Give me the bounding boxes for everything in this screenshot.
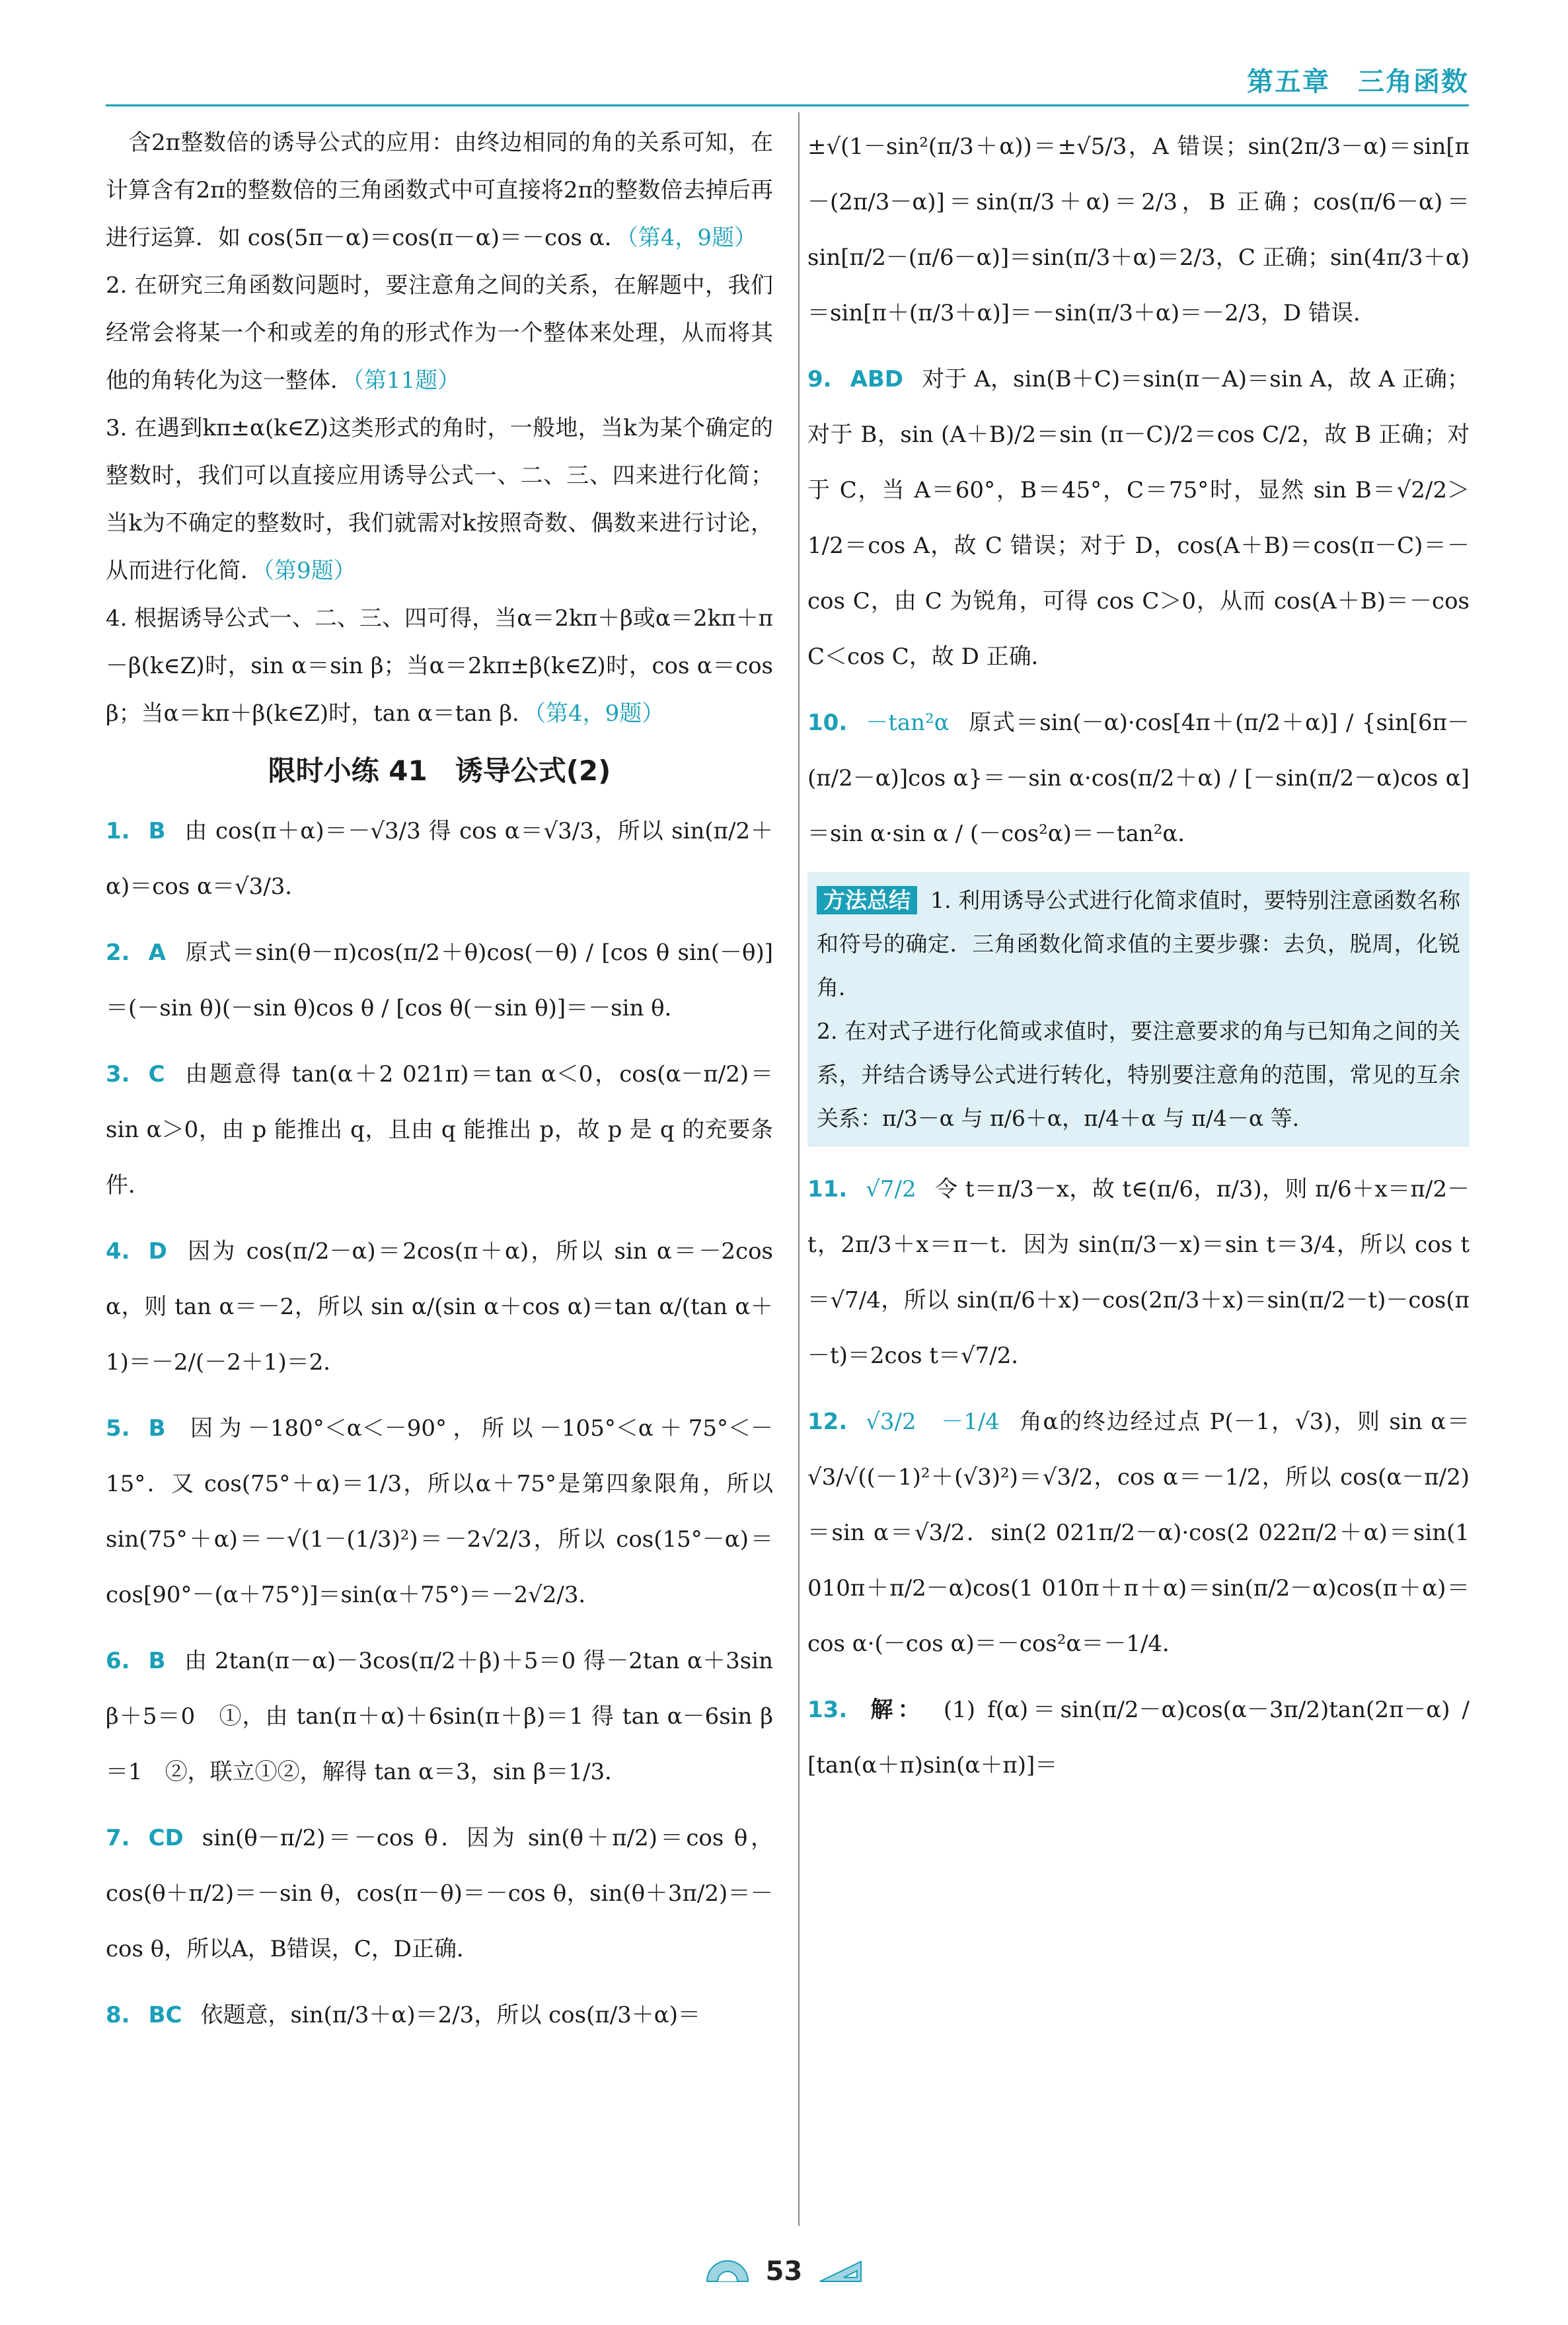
answer-12: 12. √3/2 －1/4 角α的终边经过点 P(－1，√3)，则 sin α＝√3/√((－1)²＋(√3)²)＝√3/2，cos α＝－1/2，所以 cos(α－π/2)＝sin α＝√3/2．sin(2 021π/2－α)·cos(2 022π/2＋α)＝sin(1 010π＋π/2－α)cos(1 010π＋π＋α)＝sin(π/2－α)cos(π＋α)＝cos α·(－cos α)＝－cos²α＝－1/4．	[807, 1409, 1470, 1657]
summary-tag: 方法总结	[817, 886, 917, 914]
right-column	[807, 119, 1470, 2219]
intro-paragraph-4: 4. 根据诱导公式一、二、三、四可得，当α＝2kπ＋β或α＝2kπ＋π－β(k∈Z)时，sin α＝sin β；当α＝2kπ±β(k∈Z)时，cos α＝cos β；当α＝kπ＋β(k∈Z)时，tan α＝tan β．（第4，9题）	[106, 605, 773, 727]
summary-item-2: 2. 在对式子进行化简或求值时，要注意要求的角与已知角之间的关系，并结合诱导公式进行转化，特别要注意角的范围，常见的互余关系：π/3－α 与 π/6＋α，π/4＋α 与 π/4－α 等．	[817, 1018, 1460, 1131]
answer-9: 9. ABD 对于 A，sin(B＋C)＝sin(π－A)＝sin A，故 A 正确；对于 B，sin (A＋B)/2＝sin (π－C)/2＝cos C/2，故 B 正确；对于 C，当 A＝60°，B＝45°，C＝75°时，显然 sin B＝√2/2＞1/2＝cos A，故 C 错误；对于 D，cos(A＋B)＝cos(π－C)＝－cos C，由 C 为锐角，可得 cos C＞0，从而 cos(A＋B)＝－cos C＜cos C，故 D 正确．	[807, 366, 1470, 670]
intro-paragraph-3: 3. 在遇到kπ±α(k∈Z)这类形式的角时，一般地，当k为某个确定的整数时，我们可以直接应用诱导公式一、二、三、四来进行化简；当k为不确定的整数时，我们就需对k按照奇数、偶数来进行讨论，从而进行化简．（第9题）	[106, 415, 773, 584]
answer-2: 2. A 原式＝sin(θ－π)cos(π/2＋θ)cos(－θ) / [cos θ sin(－θ)]＝(－sin θ)(－sin θ)cos θ / [cos θ(－sin θ)]＝－sin θ．	[106, 940, 773, 1021]
section-title: 限时小练 41 诱导公式(2)	[268, 755, 611, 787]
answer-7: 7. CD sin(θ－π/2)＝－cos θ．因为 sin(θ＋π/2)＝cos θ，cos(θ＋π/2)＝－sin θ，cos(π－θ)＝－cos θ，sin(θ＋3π/2)＝－cos θ，所以A，B错误，C，D正确．	[106, 1825, 773, 1962]
answer-1: 1. B 由 cos(π＋α)＝－√3/3 得 cos α＝√3/3，所以 sin(π/2＋α)＝cos α＝√3/3．	[106, 818, 773, 900]
chapter-header: 第五章 三角函数	[1247, 67, 1469, 97]
method-summary-box	[807, 872, 1470, 1147]
answer-8: 8. BC 依题意，sin(π/3＋α)＝2/3，所以 cos(π/3＋α)＝	[106, 2002, 701, 2028]
intro-paragraph-2: 2. 在研究三角函数问题时，要注意角之间的关系，在解题中，我们经常会将某一个和或差的角的形式作为一个整体来处理，从而将其他的角转化为这一整体．（第11题）	[106, 272, 773, 394]
answer-13: 13. 解： (1) f(α)＝sin(π/2－α)cos(α－3π/2)tan(2π－α) / [tan(α＋π)sin(α＋π)]＝	[807, 1697, 1470, 1779]
answer-11: 11. √7/2 令 t＝π/3－x，故 t∈(π/6，π/3)，则 π/6＋x＝π/2－t，2π/3＋x＝π－t．因为 sin(π/3－x)＝sin t＝3/4，所以 cos t＝√7/4，所以 sin(π/6＋x)－cos(2π/3＋x)＝sin(π/2－t)－cos(π－t)＝2cos t＝√7/2．	[807, 1176, 1470, 1369]
set-square-icon	[817, 2260, 864, 2283]
page-footer	[0, 2256, 1568, 2287]
protractor-icon	[704, 2260, 751, 2283]
page-number: 53	[765, 2256, 803, 2287]
answer-5: 5. B 因为－180°＜α＜－90°，所以－105°＜α＋75°＜－15°．又 cos(75°＋α)＝1/3，所以α＋75°是第四象限角，所以 sin(75°＋α)＝－√(1－(1/3)²)＝－2√2/3，所以 cos(15°－α)＝cos[90°－(α＋75°)]＝sin(α＋75°)＝－2√2/3．	[106, 1415, 773, 1608]
left-column	[106, 119, 773, 2219]
header-rule	[106, 104, 1469, 106]
answer-4: 4. D 因为 cos(π/2－α)＝2cos(π＋α)，所以 sin α＝－2cos α，则 tan α＝－2，所以 sin α/(sin α＋cos α)＝tan α/(tan α＋1)＝－2/(－2＋1)＝2．	[106, 1238, 773, 1376]
intro-paragraph-1: 含2π整数倍的诱导公式的应用：由终边相同的角的关系可知，在计算含有2π的整数倍的三角函数式中可直接将2π的整数倍去掉后再进行运算．如 cos(5π－α)＝cos(π－α)＝－cos α．（第4，9题）	[106, 129, 773, 251]
column-divider	[798, 112, 800, 2226]
answer-3: 3. C 由题意得 tan(α＋2 021π)＝tan α＜0，cos(α－π/2)＝sin α＞0，由 p 能推出 q，且由 q 能推出 p，故 p 是 q 的充要条件．	[106, 1061, 773, 1199]
answer-8-continued: ±√(1－sin²(π/3＋α))＝±√5/3，A 错误；sin(2π/3－α)＝sin[π－(2π/3－α)]＝sin(π/3＋α)＝2/3，B 正确；cos(π/6－α)＝sin[π/2－(π/6－α)]＝sin(π/3＋α)＝2/3，C 正确；sin(4π/3＋α)＝sin[π＋(π/3＋α)]＝－sin(π/3＋α)＝－2/3，D 错误．	[807, 133, 1470, 326]
answer-6: 6. B 由 2tan(π－α)－3cos(π/2＋β)＋5＝0 得－2tan α＋3sin β＋5＝0 ①，由 tan(π＋α)＋6sin(π＋β)＝1 得 tan α－6sin β＝1 ②，联立①②，解得 tan α＝3，sin β＝1/3．	[106, 1648, 773, 1785]
answer-10: 10. －tan²α 原式＝sin(－α)·cos[4π＋(π/2＋α)] / {sin[6π－(π/2－α)]cos α}＝－sin α·cos(π/2＋α) / [－sin(π/2－α)cos α]＝sin α·sin α / (－cos²α)＝－tan²α．	[807, 710, 1470, 847]
summary-item-1: 方法总结 1. 利用诱导公式进行化简求值时，要特别注意函数名称和符号的确定．三角函数化简求值的主要步骤：去负，脱周，化锐角．	[817, 887, 1460, 1000]
